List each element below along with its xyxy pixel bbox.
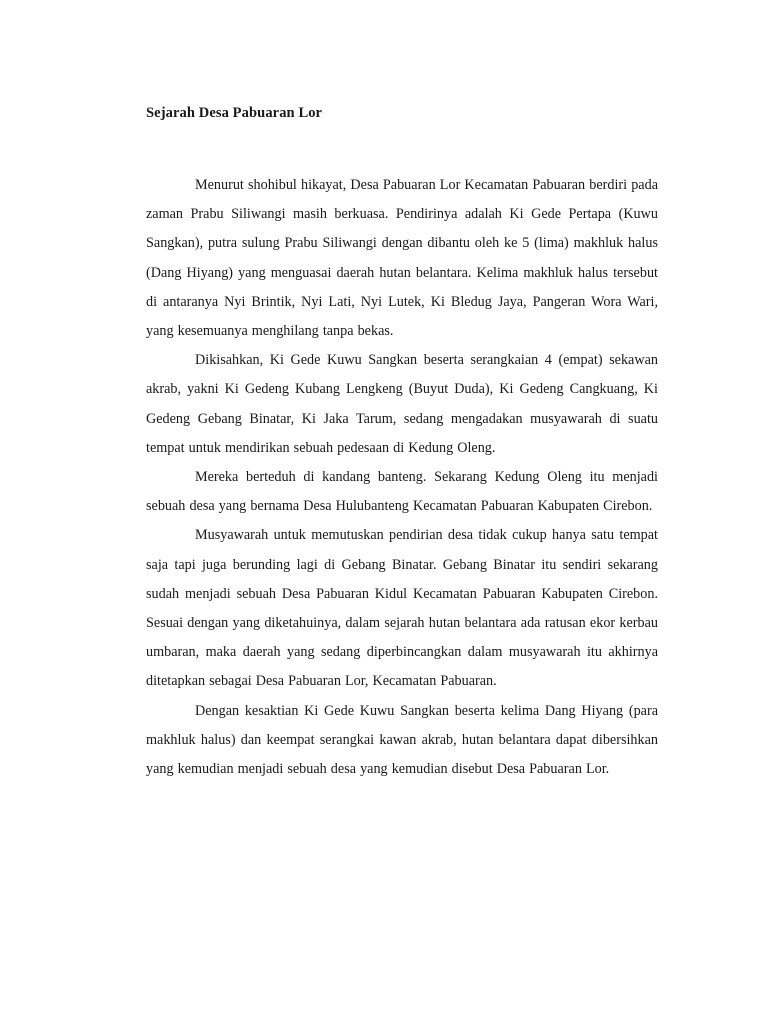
paragraph-3: Mereka berteduh di kandang banteng. Sekarang Kedung Oleng itu menjadi sebuah desa yang bernama Desa Hulubanteng Kecamatan Pabuaran Kabupaten Cirebon.: [146, 469, 658, 515]
document-title: Sejarah Desa Pabuaran Lor: [146, 105, 323, 121]
document-content: [146, 103, 658, 784]
paragraph-2: Dikisahkan, Ki Gede Kuwu Sangkan beserta serangkaian 4 (empat) sekawan akrab, yakni Ki Gedeng Kubang Lengkeng (Buyut Duda), Ki Gedeng Cangkuang, Ki Gedeng Gebang Binatar, Ki Jaka Tarum, sedang mengadakan musyawarah di suatu tempat untuk mendirikan sebuah pedesaan di Kedung Oleng.: [146, 352, 658, 456]
paragraph-1: Menurut shohibul hikayat, Desa Pabuaran Lor Kecamatan Pabuaran berdiri pada zaman Prabu Siliwangi masih berkuasa. Pendirinya adalah Ki Gede Pertapa (Kuwu Sangkan), putra sulung Prabu Siliwangi dengan dibantu oleh ke 5 (lima) makhluk halus (Dang Hiyang) yang menguasai daerah hutan belantara. Kelima makhluk halus tersebut di antaranya Nyi Brintik, Nyi Lati, Nyi Lutek, Ki Bledug Jaya, Pangeran Wora Wari, yang kesemuanya menghilang tanpa bekas.: [146, 177, 658, 340]
document-body: [146, 171, 658, 784]
paragraph-4: Musyawarah untuk memutuskan pendirian desa tidak cukup hanya satu tempat saja tapi juga berunding lagi di Gebang Binatar. Gebang Binatar itu sendiri sekarang sudah menjadi sebuah Desa Pabuaran Kidul Kecamatan Pabuaran Kabupaten Cirebon. Sesuai dengan yang diketahuinya, dalam sejarah hutan belantara ada ratusan ekor kerbau umbaran, maka daerah yang sedang diperbincangkan dalam musyawarah itu akhirnya ditetapkan sebagai Desa Pabuaran Lor, Kecamatan Pabuaran.: [146, 527, 658, 690]
paragraph-5: Dengan kesaktian Ki Gede Kuwu Sangkan beserta kelima Dang Hiyang (para makhluk halus) dan keempat serangkai kawan akrab, hutan belantara dapat dibersihkan yang kemudian menjadi sebuah desa yang kemudian disebut Desa Pabuaran Lor.: [146, 702, 658, 778]
